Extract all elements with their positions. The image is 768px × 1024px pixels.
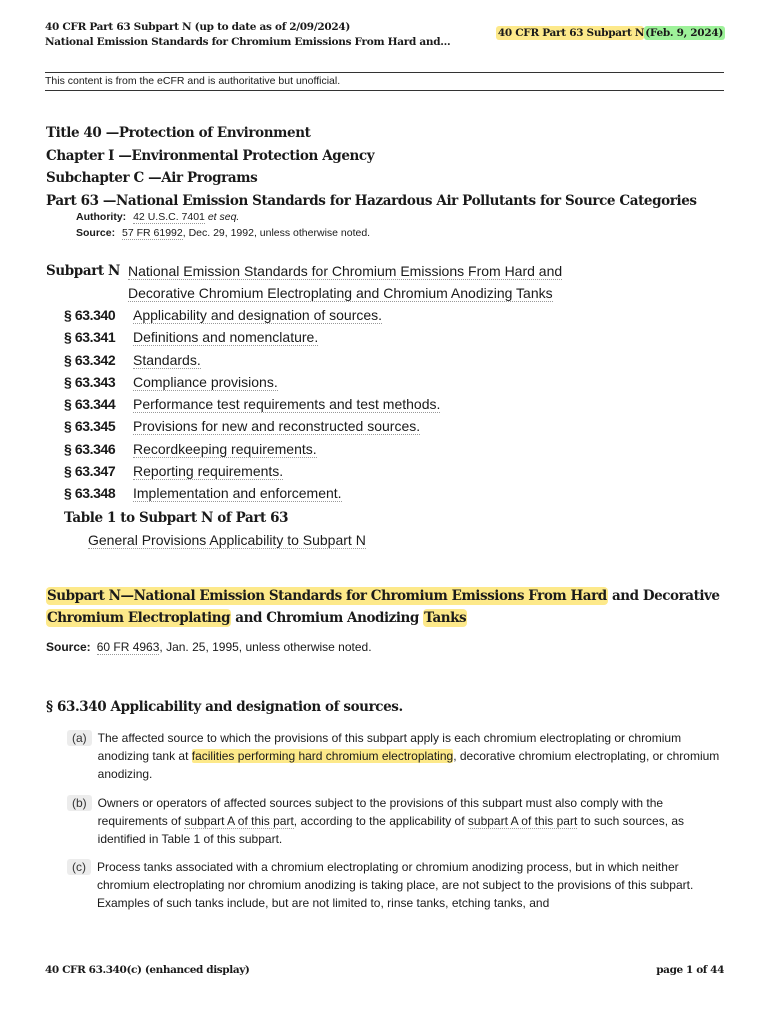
hierarchy-title: Title 40 —Protection of Environment xyxy=(46,125,311,141)
authority-label: Authority: xyxy=(76,211,127,223)
subpart-source-link[interactable]: 60 FR 4963 xyxy=(96,640,160,654)
toc-section-63-342[interactable] xyxy=(64,349,608,371)
authority-link[interactable]: 42 U.S.C. 7401 xyxy=(133,211,205,223)
subpart-heading-highlight-2: Chromium Electroplating xyxy=(47,610,231,626)
source-link[interactable]: 57 FR 61992 xyxy=(122,227,183,239)
toc-section-number: § 63.344 xyxy=(64,396,116,413)
toc-section-link[interactable]: Applicability and designation of sources. xyxy=(133,307,383,323)
header-subpart-title: National Emission Standards for Chromium Emissions From Hard and... xyxy=(45,36,451,48)
toc-table-heading: Table 1 to Subpart N of Part 63 xyxy=(64,509,289,526)
toc-section-63-340[interactable] xyxy=(64,304,608,326)
source-rest: , Dec. 29, 1992, unless otherwise noted. xyxy=(182,227,371,239)
paragraph-text-mid: , according to the applicability of xyxy=(293,814,468,828)
paragraph-highlight: facilities performing hard chromium electroplating xyxy=(191,749,454,763)
hierarchy xyxy=(46,122,697,212)
header-citation-line: 40 CFR Part 63 Subpart N (up to date as of 2/09/2024) xyxy=(45,21,351,33)
subpart-source xyxy=(46,640,372,654)
paragraph-text-post: , decorative chromium electroplating, or chromium anodizing. xyxy=(97,749,720,781)
toc-section-number: § 63.347 xyxy=(64,463,116,480)
paragraph-a xyxy=(67,729,727,783)
toc-section-number: § 63.343 xyxy=(64,373,116,390)
subpart-a-link[interactable]: subpart A of this part xyxy=(184,814,294,828)
subpart-source-rest: , Jan. 25, 1995, unless otherwise noted. xyxy=(159,640,372,654)
header-badge xyxy=(496,27,725,39)
subpart-heading-highlight-3: Tanks xyxy=(424,610,467,626)
toc-section-link[interactable]: Compliance provisions. xyxy=(133,373,278,390)
toc-section-63-343[interactable] xyxy=(64,371,608,393)
toc-section-number: § 63.345 xyxy=(64,418,116,435)
paragraph-text-pre: The affected source to which the provisions of this subpart apply is each chromium electroplating or chromium anodizing tank at xyxy=(97,731,682,763)
subpart-heading xyxy=(46,585,736,629)
toc-section-link[interactable]: Definitions and nomenclature. xyxy=(133,329,319,346)
footer-page-number: page 1 of 44 xyxy=(656,964,724,976)
paragraph-text-post: to such sources, as identified in Table 1 of this subpart. xyxy=(97,814,685,846)
paragraph-text xyxy=(98,794,727,848)
toc-section-number: § 63.348 xyxy=(64,485,116,502)
authority-notice: This content is from the eCFR and is authoritative but unofficial. xyxy=(45,72,724,91)
toc-section-63-341[interactable] xyxy=(64,326,608,348)
table-of-contents xyxy=(46,260,608,551)
subpart-heading-highlight-1: Subpart N—National Emission Standards for Chromium Emissions From Hard xyxy=(47,588,607,604)
toc-table-link-row[interactable] xyxy=(88,529,608,551)
paragraph-text: Process tanks associated with a chromium electroplating or chromium anodizing process, but in which neither chromium electroplating nor chromium anodizing is taking place, are not subject to the provisions of this subpart. Examples of such tanks include, but are not limited to, rinse tanks, etching tanks, and xyxy=(97,860,694,910)
toc-subpart xyxy=(46,260,608,304)
paragraph-text-pre: Owners or operators of affected sources subject to the provisions of this subpart must also comply with the requirements of xyxy=(97,796,664,828)
toc-section-link[interactable]: Implementation and enforcement. xyxy=(133,485,342,502)
toc-section-number: § 63.342 xyxy=(64,351,116,368)
toc-section-link[interactable]: Performance test requirements and test methods. xyxy=(133,396,441,413)
toc-section-number: § 63.346 xyxy=(64,440,116,457)
toc-section-link[interactable]: Provisions for new and reconstructed sources. xyxy=(133,418,421,435)
hierarchy-part: Part 63 —National Emission Standards for Hazardous Air Pollutants for Source Categories xyxy=(46,192,697,209)
part-authority-source xyxy=(76,209,370,241)
subpart-heading-text-2: and Chromium Anodizing xyxy=(231,610,424,626)
authority-row xyxy=(76,209,370,225)
toc-section-link[interactable]: Reporting requirements. xyxy=(133,463,284,480)
hierarchy-subchapter: Subchapter C —Air Programs xyxy=(46,170,258,186)
toc-section-63-347[interactable] xyxy=(64,460,608,482)
toc-section-number: § 63.341 xyxy=(64,329,116,346)
authority-suffix: et seq. xyxy=(207,211,240,223)
toc-section-number: § 63.340 xyxy=(64,307,116,323)
source-label: Source: xyxy=(76,227,116,239)
toc-subpart-label: Subpart N xyxy=(46,263,120,279)
source-row xyxy=(76,225,370,241)
paragraph-c xyxy=(67,858,727,912)
header-badge-citation: 40 CFR Part 63 Subpart N xyxy=(497,27,645,39)
toc-section-link[interactable]: Standards. xyxy=(133,351,201,368)
paragraph-label[interactable]: (a) xyxy=(67,730,92,746)
header-badge-date: (Feb. 9, 2024) xyxy=(645,27,723,39)
toc-subpart-title-line2[interactable]: Decorative Chromium Electroplating and Chromium Anodizing Tanks xyxy=(128,285,553,301)
paragraph-text xyxy=(98,729,727,783)
page-header xyxy=(45,20,725,50)
hierarchy-chapter: Chapter I —Environmental Protection Agency xyxy=(46,147,375,164)
subpart-a-link[interactable]: subpart A of this part xyxy=(467,814,578,828)
subpart-heading-text-1: and Decorative xyxy=(607,588,720,604)
toc-section-link[interactable]: Recordkeeping requirements. xyxy=(133,440,317,457)
section-heading: § 63.340 Applicability and designation of sources. xyxy=(46,699,403,715)
paragraph-label[interactable]: (c) xyxy=(67,859,91,875)
subpart-source-label: Source: xyxy=(46,640,91,654)
toc-section-63-346[interactable] xyxy=(64,438,608,460)
toc-subpart-link[interactable] xyxy=(128,260,608,304)
footer-citation: 40 CFR 63.340(c) (enhanced display) xyxy=(45,964,250,976)
paragraph-b xyxy=(67,794,727,848)
paragraph-label[interactable]: (b) xyxy=(67,795,92,811)
toc-subpart-title-line1[interactable]: National Emission Standards for Chromium Emissions From Hard and xyxy=(128,263,563,279)
toc-section-63-344[interactable] xyxy=(64,393,608,415)
toc-section-63-345[interactable] xyxy=(64,415,608,437)
toc-table-link[interactable]: General Provisions Applicability to Subpart N xyxy=(88,531,366,548)
toc-section-63-348[interactable] xyxy=(64,482,608,504)
